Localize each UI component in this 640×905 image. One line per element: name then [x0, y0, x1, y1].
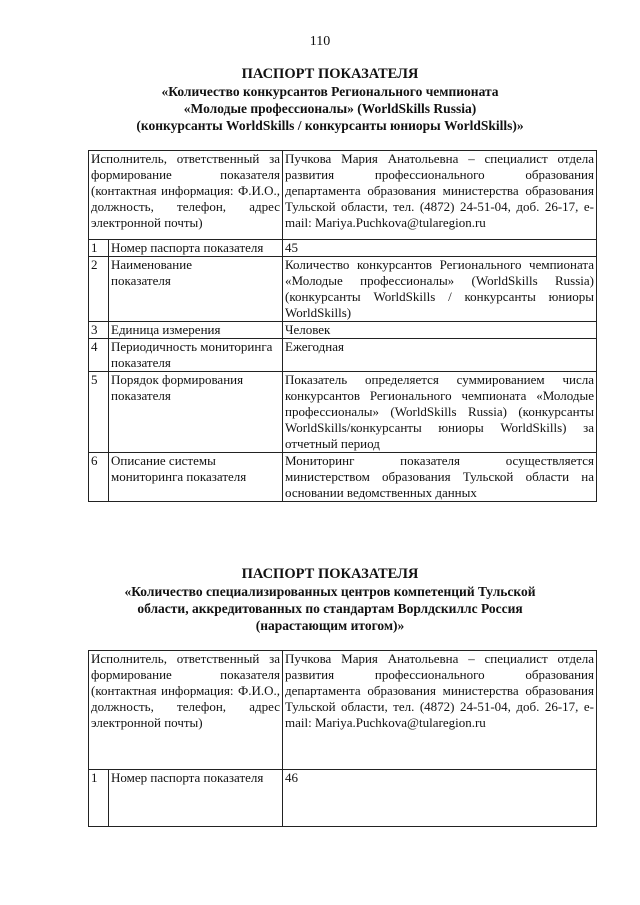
page-number: 110	[309, 34, 331, 49]
executor-label: Исполнитель, ответственный за формирование показателя (контактная информация: Ф.И.О., должность, телефон, адрес электронной почты)	[89, 651, 283, 770]
row-number: 5	[89, 372, 109, 453]
row-number: 6	[89, 453, 109, 502]
passport-2-title-line: области, аккредитованных по стандартам Ворлдскиллс Россия	[137, 601, 523, 616]
row-label: Периодичность мониторинга показателя	[109, 339, 283, 372]
executor-value: Пучкова Мария Анатольевна – специалист отдела развития профессионального образования департамента образования министерства образования Тульской области, тел. (4872) 24-51-04, доб. 26-17, e-mail: Mariya.Puchkova@tularegion.ru	[283, 651, 597, 770]
executor-row	[89, 651, 597, 770]
table-row	[89, 257, 597, 322]
table-row	[89, 453, 597, 502]
executor-row	[89, 151, 597, 240]
executor-label: Исполнитель, ответственный за формирование показателя (контактная информация: Ф.И.О., должность, телефон, адрес электронной почты)	[89, 151, 283, 240]
row-label: Номер паспорта показателя	[109, 240, 283, 257]
row-label: Описание системы мониторинга показателя	[109, 453, 283, 502]
passport-2-title-line: «Количество специализированных центров компетенций Тульской	[124, 584, 536, 599]
row-label: Порядок формирования показателя	[109, 372, 283, 453]
row-value: Показатель определяется суммированием числа конкурсантов Регионального чемпионата «Молодые профессионалы» (WorldSkills Russia) (конкурсанты WorldSkills/конкурсанты юниоры WorldSkills) за отчетный период	[283, 372, 597, 453]
row-value: 46	[283, 770, 597, 827]
row-label: Номер паспорта показателя	[109, 770, 283, 827]
row-number: 3	[89, 322, 109, 339]
row-label: Наименование показателя	[109, 257, 283, 322]
row-value: Человек	[283, 322, 597, 339]
passport-2-heading: ПАСПОРТ ПОКАЗАТЕЛЯ	[241, 566, 419, 582]
table-row	[89, 372, 597, 453]
table-row	[89, 339, 597, 372]
passport-1-heading: ПАСПОРТ ПОКАЗАТЕЛЯ	[241, 66, 419, 82]
passport-2-title-line: (нарастающим итогом)»	[255, 618, 405, 633]
table-row	[89, 770, 597, 827]
row-number: 4	[89, 339, 109, 372]
row-number: 1	[89, 240, 109, 257]
row-label: Единица измерения	[109, 322, 283, 339]
passport-2-table	[88, 650, 597, 827]
passport-1-table	[88, 150, 597, 502]
row-number: 1	[89, 770, 109, 827]
row-value: Ежегодная	[283, 339, 597, 372]
row-value: Мониторинг показателя осуществляется министерством образования Тульской области на основании ведомственных данных	[283, 453, 597, 502]
executor-value: Пучкова Мария Анатольевна – специалист отдела развития профессионального образования департамента образования министерства образования Тульской области, тел. (4872) 24-51-04, доб. 26-17, e-mail: Mariya.Puchkova@tularegion.ru	[283, 151, 597, 240]
passport-1-title	[60, 66, 600, 134]
row-number: 2	[89, 257, 109, 322]
row-value: Количество конкурсантов Регионального чемпионата «Молодые профессионалы» (WorldSkills Russia) (конкурсанты WorldSkills / конкурсанты юниоры WorldSkills)	[283, 257, 597, 322]
row-value: 45	[283, 240, 597, 257]
passport-1-title-line: «Молодые профессионалы» (WorldSkills Russia)	[183, 101, 477, 116]
table-row	[89, 322, 597, 339]
table-row	[89, 240, 597, 257]
passport-2-title	[60, 566, 600, 634]
passport-1-title-line: (конкурсанты WorldSkills / конкурсанты юниоры WorldSkills)»	[136, 118, 524, 133]
passport-1-title-line: «Количество конкурсантов Регионального чемпионата	[161, 84, 499, 99]
